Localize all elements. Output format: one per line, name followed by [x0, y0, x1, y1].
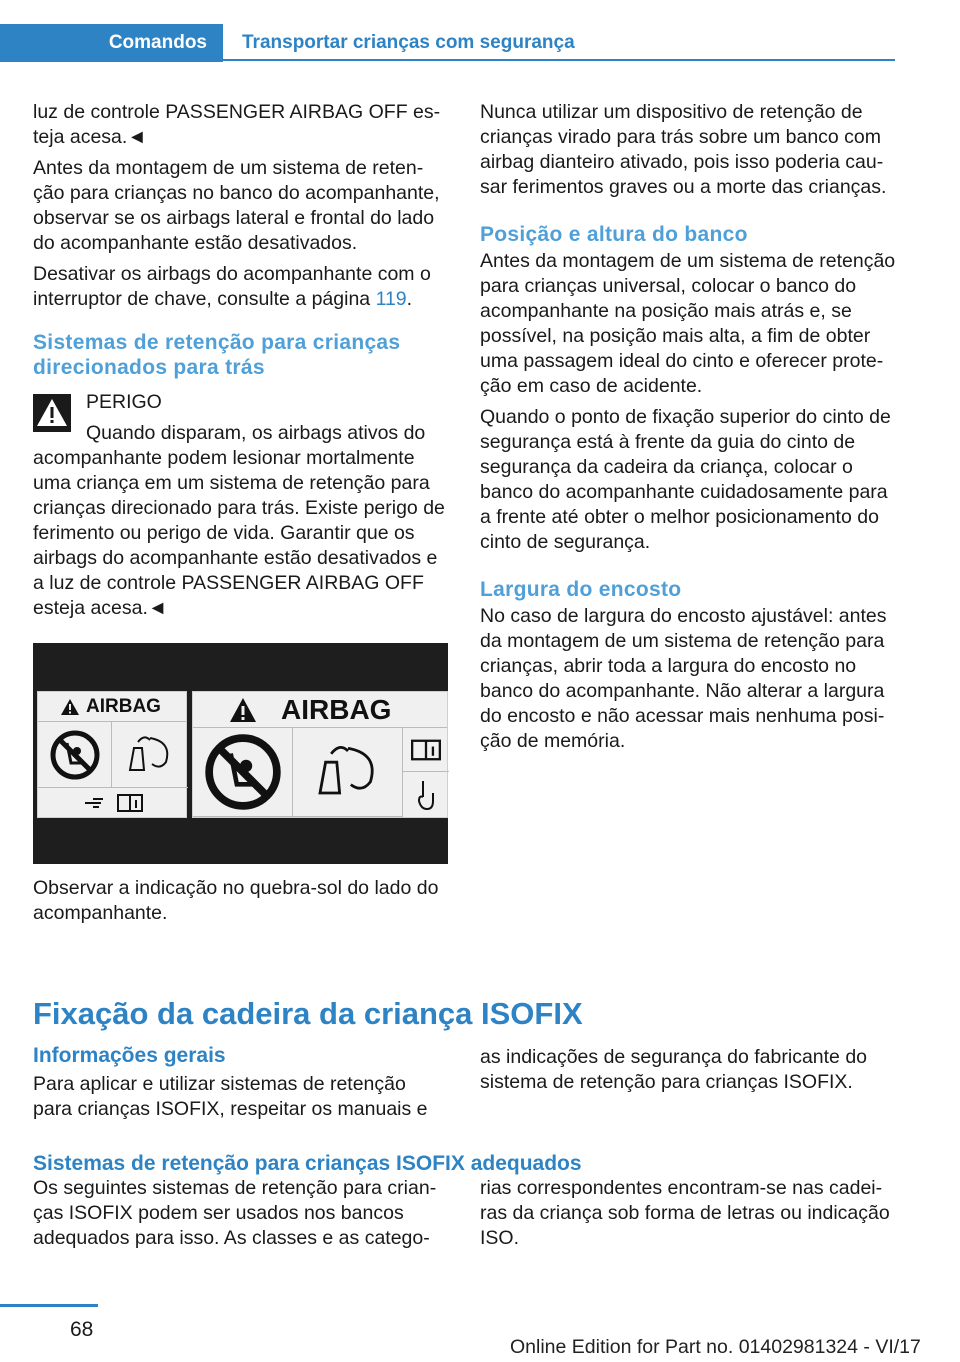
image-caption: Observar a indicação no quebra-sol do lado do acompanhante.	[33, 877, 439, 924]
section-title[interactable]: Transportar crianças com segurança	[242, 32, 575, 53]
manual-book-icon	[411, 739, 441, 761]
heading-suitable-isofix: Sistemas de retenção para crianças ISOFIX adequados	[33, 1152, 582, 1175]
heading-isofix: Fixação da cadeira da criança ISOFIX	[33, 996, 583, 1031]
hand-pointer-icon	[415, 779, 437, 811]
footer-rule	[0, 1304, 98, 1307]
warning-label: PERIGO	[86, 391, 162, 413]
no-child-seat-icon	[203, 732, 283, 812]
airbag-label-photo	[33, 643, 448, 864]
heading-seat-position: Posição e altura do banco	[480, 223, 748, 246]
paragraph: Desativar os airbags do acompanhante com o interruptor de chave, consulte a página 119.	[33, 263, 431, 310]
heading-general-info: Informações gerais	[33, 1044, 226, 1067]
heading-backrest-width: Largura do encosto	[480, 578, 682, 601]
paragraph: Para aplicar e utilizar sistemas de retenção para crianças ISOFIX, respeitar os manuais e	[33, 1073, 428, 1120]
heading-rear-facing: Sistemas de retenção para crianças direcionados para trás	[33, 331, 401, 379]
paragraph: as indicações de segurança do fabricante do sistema de retenção para crianças ISOFIX.	[480, 1046, 868, 1093]
warning-text: Quando disparam, os airbags ativos do acompanhante podem lesionar mortalmente uma criança em um sistema de retenção para crianças direcionado para trás. Existe perigo de ferimento ou perigo de vida. Garantir que os airbags do acompanhante estão desativados e a luz de controle PASSENGER AIRBAG OFF esteja acesa.◄	[33, 422, 445, 619]
paragraph: Quando o ponto de fixação superior do cinto de segurança está à frente da guia do cinto de segurança da cadeira da criança, colocar o banco do acompanhante cuidadosamente para a frente até obter o melhor posicionamento do cinto de segurança.	[480, 406, 891, 553]
paragraph: Antes da montagem de um sistema de retenção para crianças universal, colocar o banco do acompanhante na posição mais atrás e, se possível, na posição mais alta, a fim de obter uma passagem ideal do cinto e oferecer proteção em caso de acidente.	[480, 250, 896, 397]
warning-triangle-icon	[60, 698, 80, 716]
paragraph: Os seguintes sistemas de retenção para crianças ISOFIX podem ser usados nos bancos adequados para isso. As classes e as catego-	[33, 1177, 437, 1249]
airbag-label-text: AIRBAG	[281, 693, 392, 725]
airbag-label-large	[192, 691, 448, 818]
paragraph: luz de controle PASSENGER AIRBAG OFF esteja acesa.◄	[33, 101, 441, 148]
page-header	[0, 24, 895, 62]
paragraph: No caso de largura do encosto ajustável: antes da montagem de um sistema de retenção para crianças, abrir toda a largura do encosto no banco do acompanhante. Não alterar a largura do encosto e não acessar mais nenhuma posição de memória.	[480, 605, 887, 752]
airbag-deploy-icon	[303, 737, 393, 807]
page-number: 68	[70, 1318, 94, 1341]
right-column	[480, 100, 898, 760]
airbag-label-text: AIRBAG	[86, 695, 161, 717]
warning-triangle-icon	[33, 394, 71, 432]
paragraph: rias correspondentes encontram-se nas cadeiras da criança sob forma de letras ou indicação ISO.	[480, 1177, 890, 1249]
left-column	[33, 100, 448, 932]
airbag-deploy-icon	[120, 730, 180, 780]
chapter-tab[interactable]: Comandos	[0, 24, 223, 62]
airbag-label-small	[37, 691, 187, 818]
paragraph: Nunca utilizar um dispositivo de retenção de crianças virado para trás sobre um banco com airbag dianteiro ativado, pois isso poderia causar ferimentos graves ou a morte das crianças.	[480, 101, 887, 198]
hand-pointer-icon	[83, 795, 107, 811]
warning-triangle-icon	[229, 697, 257, 723]
edition-info: Online Edition for Part no. 01402981324 - VI/17	[510, 1336, 921, 1358]
header-rule	[223, 59, 895, 61]
paragraph: Antes da montagem de um sistema de retenção para crianças no banco do acompanhante, observar se os airbags lateral e frontal do lado do acompanhante estão desativados.	[33, 157, 440, 254]
danger-warning	[33, 390, 448, 621]
manual-book-icon	[117, 794, 143, 812]
no-child-seat-icon	[49, 729, 101, 781]
page-link[interactable]: 119	[375, 288, 407, 310]
